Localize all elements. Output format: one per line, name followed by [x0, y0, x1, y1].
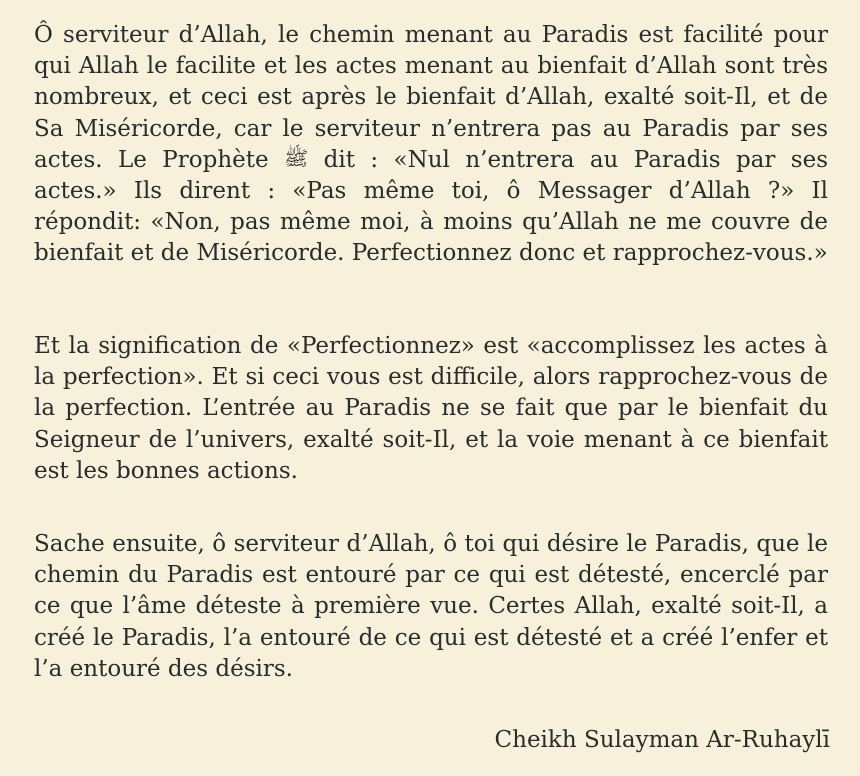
author-signature: Cheikh Sulayman Ar-Ruhaylī: [494, 727, 830, 753]
paragraph-1-part-2: dit : «Nul n’entrera au Paradis par ses actes.» Ils dirent : «Pas même toi, ô Messager d’Allah ?» Il répondit: «Non, pas même moi, à moins qu’Allah ne me couvre de bienfait et de Miséricorde. Perfectionnez donc et rapprochez-vous.»: [34, 146, 829, 267]
paragraph-1: [34, 20, 828, 270]
paragraph-3: Sache ensuite, ô serviteur d’Allah, ô toi qui désire le Paradis, que le chemin du Paradis est entouré par ce qui est détesté, encerclé par ce que l’âme déteste à première vue. Certes Allah, exalté soit-Il, a créé le Paradis, l’a entouré de ce qui est détesté et a créé l’enfer et l’a entouré des désirs.: [34, 531, 828, 682]
paragraph-1-part-1: Ô serviteur d’Allah, le chemin menant au Paradis est facilité pour qui Allah le facilite et les actes menant au bienfait d’Allah sont très nombreux, et ceci est après le bienfait d’Allah, exalté soit-Il, et de Sa Miséricorde, car le serviteur n’entrera pas au Paradis par ses actes. Le Prophète: [34, 22, 828, 173]
salutation-ligature: ﷺ: [284, 145, 309, 170]
paragraph-2: Et la signification de «Perfectionnez» est «accomplissez les actes à la perfection». Et si ceci vous est difficile, alors rapprochez-vous de la perfection. L’entrée au Paradis ne se fait que par le bienfait du Seigneur de l’univers, exalté soit-Il, et la voie menant à ce bienfait est les bonnes actions.: [34, 333, 828, 484]
